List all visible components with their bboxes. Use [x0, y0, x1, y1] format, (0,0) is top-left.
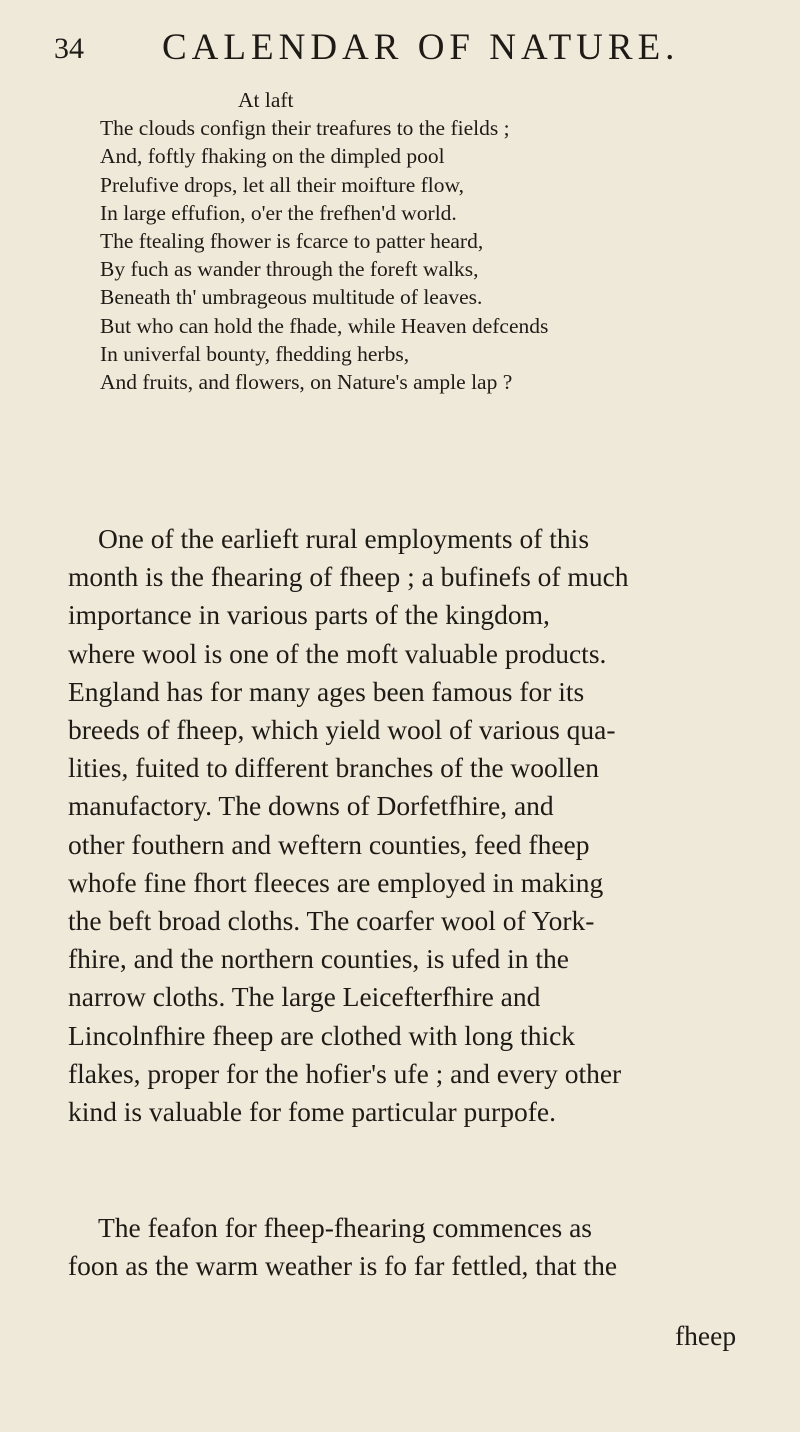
verse-line: Beneath th' umbrageous multitude of leaves.	[100, 285, 483, 310]
text-line: importance in various parts of the kingdom,	[68, 599, 550, 631]
verse-line: At laft	[238, 88, 294, 112]
text-line: narrow cloths. The large Leicefterfhire and	[68, 981, 541, 1013]
text-line: lities, fuited to different branches of the woollen	[68, 752, 599, 784]
text-line: the beft broad cloths. The coarfer wool of York-	[68, 905, 595, 937]
text-line: where wool is one of the moft valuable products.	[68, 637, 607, 669]
verse-quotation	[100, 86, 740, 396]
verse-line: The ftealing fhower is fcarce to patter heard,	[100, 229, 484, 254]
text-line: breeds of fheep, which yield wool of various qua-	[68, 714, 616, 746]
verse-line: In univerfal bounty, fhedding herbs,	[100, 341, 410, 366]
verse-line: The clouds confign their treafures to the fields ;	[100, 116, 510, 141]
text-line: foon as the warm weather is fo far fettled, that the	[68, 1250, 618, 1282]
verse-line: And fruits, and flowers, on Nature's ample lap ?	[100, 370, 513, 395]
verse-line: And, foftly fhaking on the dimpled pool	[100, 144, 445, 169]
text-line: other fouthern and weftern counties, feed fheep	[68, 828, 590, 860]
page-header	[54, 26, 734, 76]
running-title: CALENDAR OF NATURE.	[162, 27, 680, 68]
text-line: flakes, proper for the hofier's ufe ; and every other	[68, 1057, 622, 1089]
text-line: The feafon for fheep-fhearing commences as	[98, 1212, 592, 1243]
verse-line: By fuch as wander through the foreft walks,	[100, 257, 479, 282]
text-line: kind is valuable for fome particular purpofe.	[68, 1096, 556, 1128]
page-number: 34	[54, 32, 84, 65]
text-line: whofe fine fhort fleeces are employed in making	[68, 866, 604, 898]
text-line: Lincolnfhire fheep are clothed with long thick	[68, 1019, 576, 1051]
text-line: fhire, and the northern counties, is ufed in the	[68, 943, 569, 975]
verse-line: Prelufive drops, let all their moifture flow,	[100, 172, 465, 197]
text-line: England has for many ages been famous for its	[68, 675, 585, 707]
paragraph-sheep-shearing	[68, 520, 768, 1131]
verse-line: In large effufion, o'er the frefhen'd world.	[100, 200, 457, 225]
text-line: manufactory. The downs of Dorfetfhire, and	[68, 790, 554, 822]
text-line: month is the fhearing of fheep ; a bufinefs of much	[68, 561, 629, 593]
paragraph-season	[68, 1209, 768, 1285]
verse-line: But who can hold the fhade, while Heaven defcends	[100, 313, 549, 338]
text-line: One of the earlieft rural employments of this	[98, 523, 590, 554]
catchword: fheep	[675, 1320, 737, 1351]
